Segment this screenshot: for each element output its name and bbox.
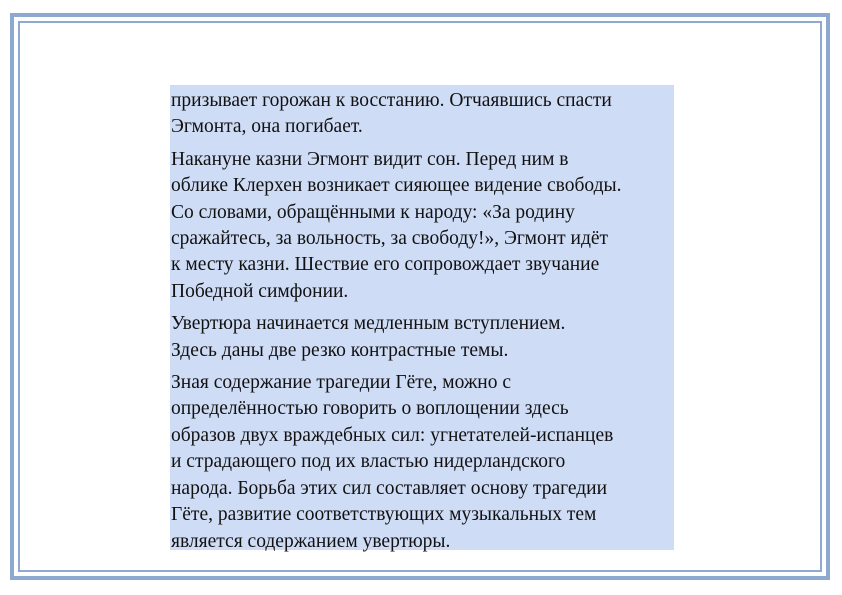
text-line: образов двух враждебных сил: угнетателей-испанцев: [171, 424, 614, 446]
paragraph-2: [171, 147, 672, 305]
text-line: Победной симфонии.: [171, 280, 349, 302]
text-block: [170, 85, 674, 550]
paragraph-4: [171, 370, 672, 555]
text-line: Эгмонта, она погибает.: [171, 116, 363, 138]
text-line: Зная содержание трагедии Гёте, можно с: [171, 372, 512, 394]
text-line: Здесь даны две резко контрастные темы.: [171, 339, 509, 361]
text-line: определённостью говорить о воплощении здесь: [171, 398, 569, 420]
text-line: Накануне казни Эгмонт видит сон. Перед ним в: [171, 148, 569, 170]
paragraph-3: [171, 311, 672, 364]
text-line: Со словами, обращёнными к народу: «За родину: [171, 201, 575, 223]
text-line: сражайтесь, за вольность, за свободу!», Эгмонт идёт: [171, 228, 609, 250]
text-line: Увертюра начинается медленным вступлением.: [171, 313, 566, 335]
text-line: и страдающего под их властью нидерландского: [171, 451, 566, 473]
text-line: является содержанием увертюры.: [171, 530, 451, 552]
text-line: призывает горожан к восстанию. Отчаявшись спасти: [171, 90, 612, 111]
text-line: к месту казни. Шествие его сопровождает звучание: [171, 254, 600, 276]
text-line: облике Клерхен возникает сияющее видение свободы.: [171, 175, 622, 197]
paragraph-1: [171, 88, 672, 141]
text-line: народа. Борьба этих сил составляет основу трагедии: [171, 477, 608, 499]
text-line: Гёте, развитие соответствующих музыкальных тем: [171, 504, 597, 526]
